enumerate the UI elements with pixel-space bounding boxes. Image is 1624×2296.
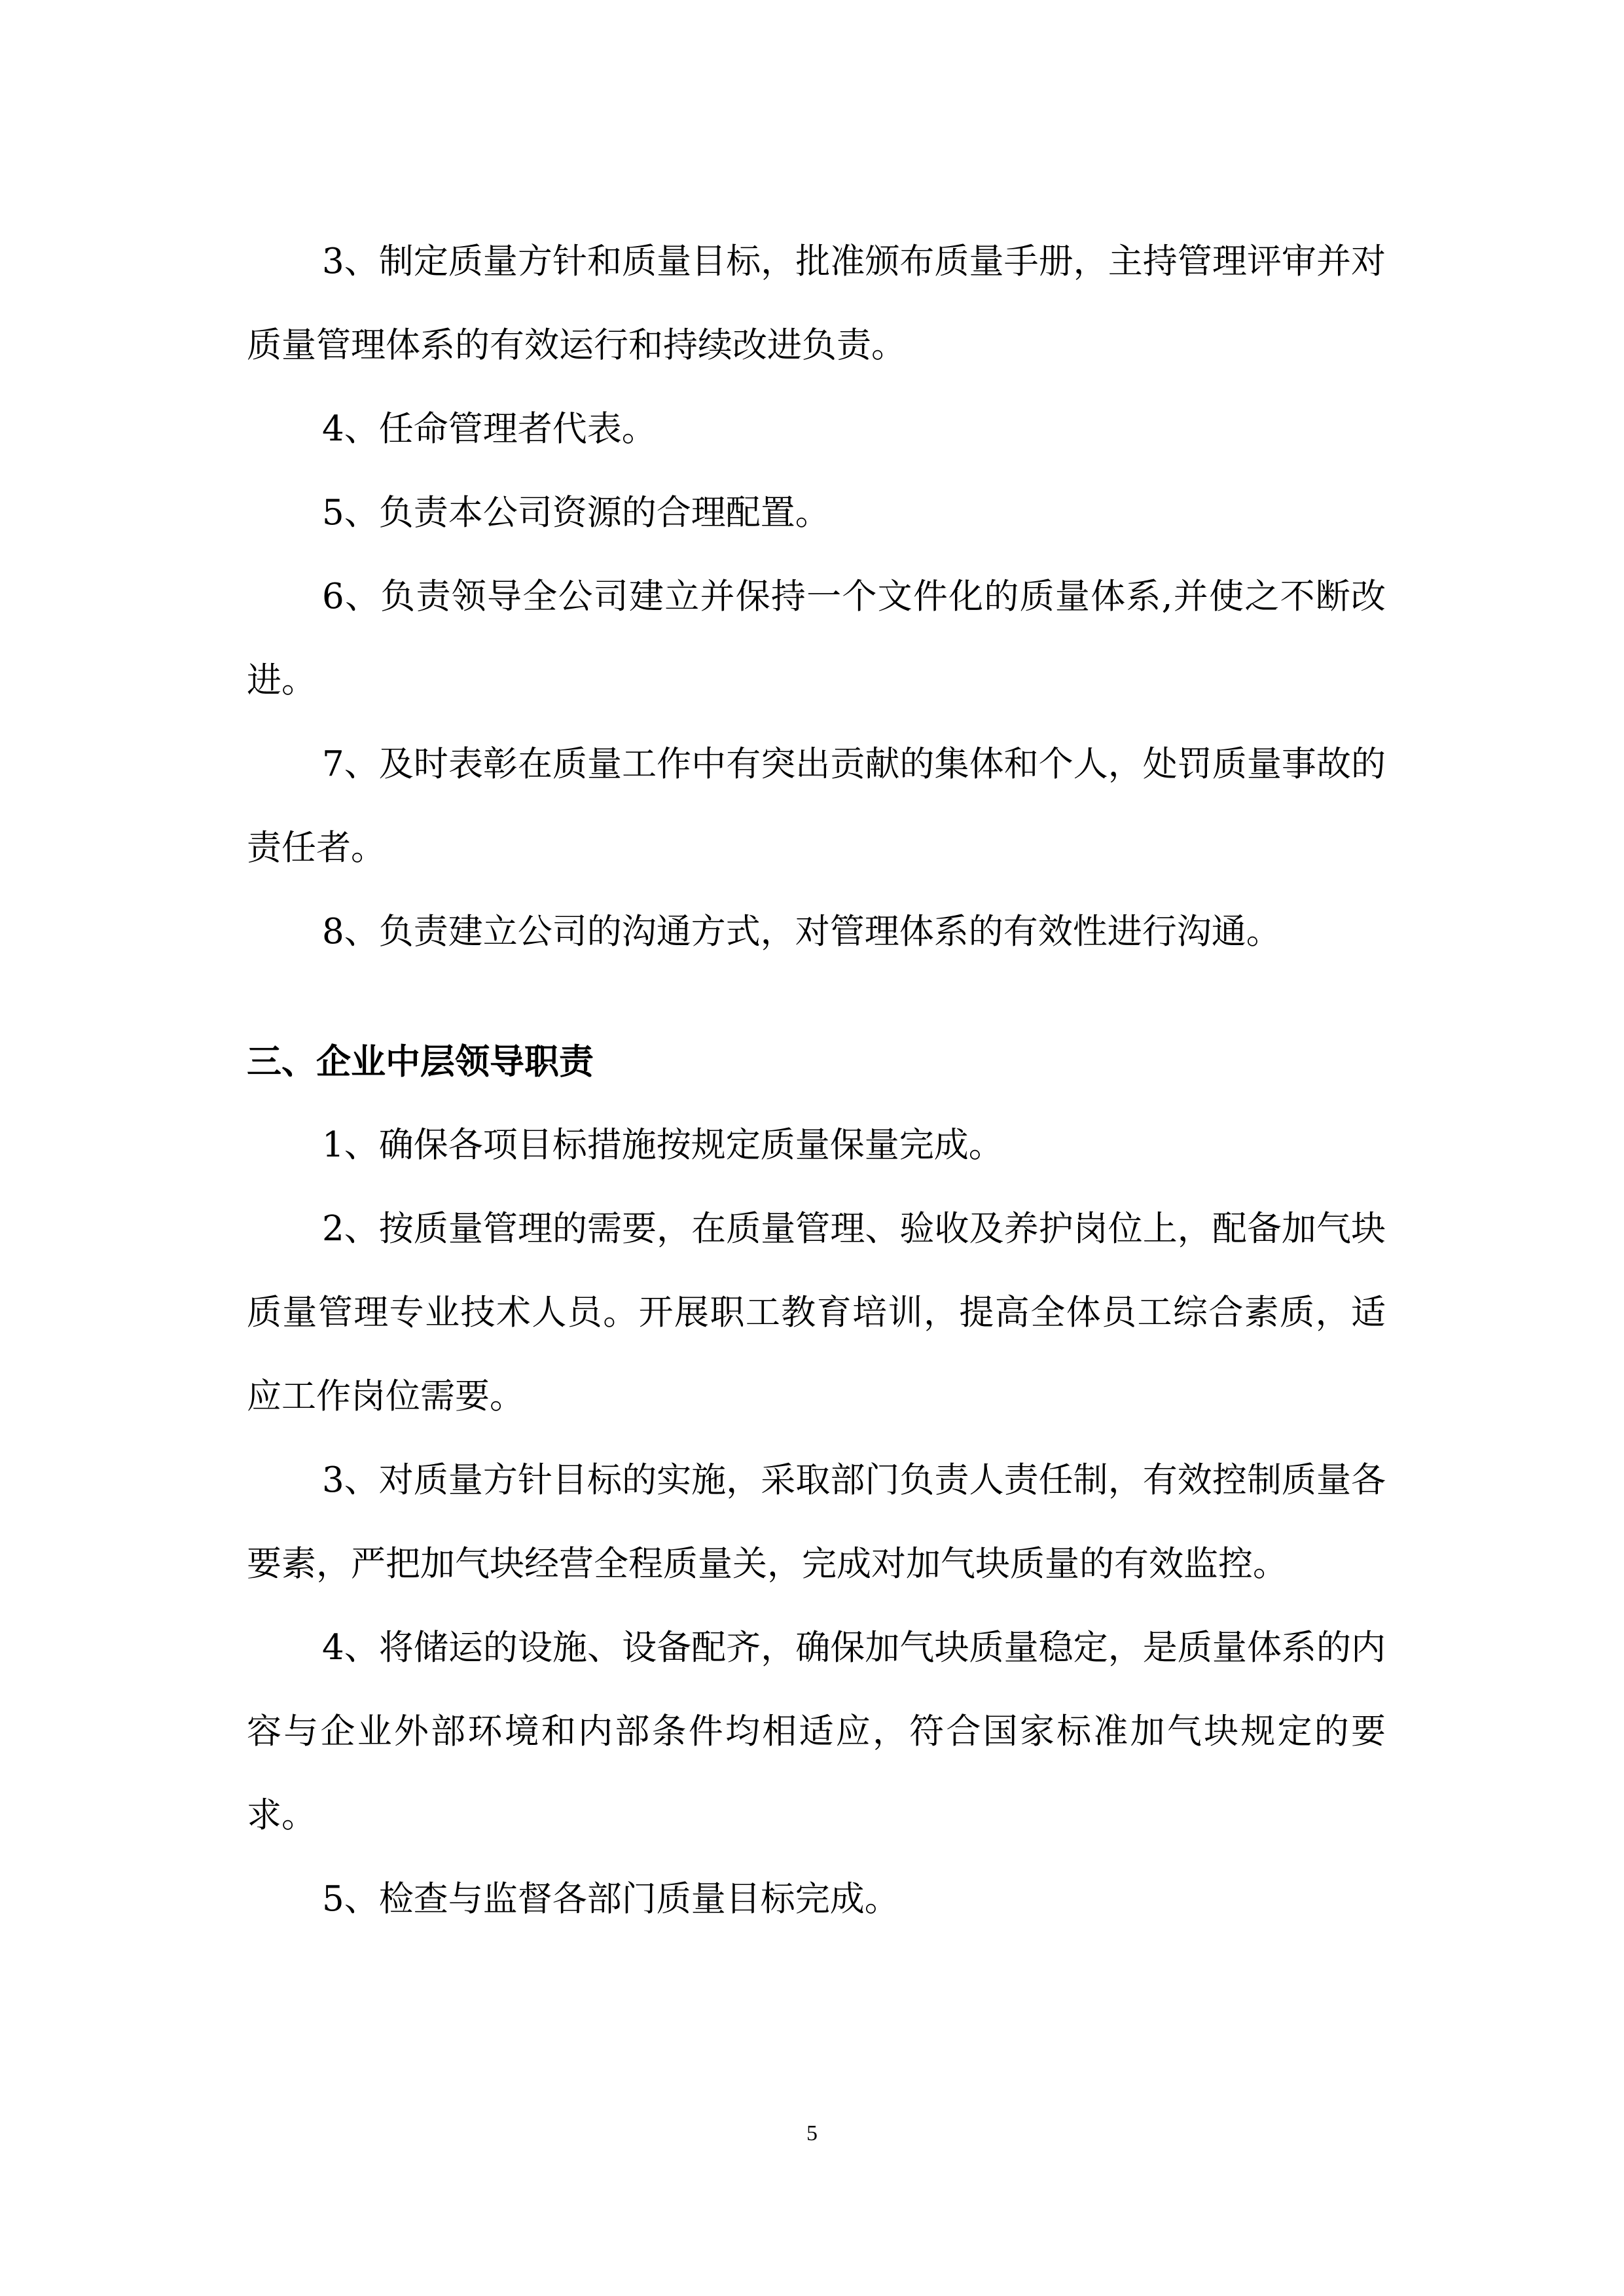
paragraph: 2、按质量管理的需要，在质量管理、验收及养护岗位上，配备加气块质量管理专业技术人员。开展职工教育培训，提高全体员工综合素质，适应工作岗位需要。 [247,1209,1386,1416]
paragraph: 3、制定质量方针和质量目标，批准颁布质量手册，主持管理评审并对质量管理体系的有效运行和持续改进负责。 [247,242,1386,365]
paragraph: 6、负责领导全公司建立并保持一个文件化的质量体系,并使之不断改进。 [247,577,1386,700]
paragraph: 8、负责建立公司的沟通方式，对管理体系的有效性进行沟通。 [322,912,1281,952]
paragraph: 4、任命管理者代表。 [322,409,657,449]
paragraph: 3、对质量方针目标的实施，采取部门负责人责任制，有效控制质量各要素，严把加气块经营全程质量关，完成对加气块质量的有效监控。 [247,1460,1386,1584]
paragraph: 5、负责本公司资源的合理配置。 [322,493,830,533]
document-body [247,220,1386,1941]
paragraph: 5、检查与监督各部门质量目标完成。 [322,1879,899,1919]
paragraph: 1、确保各项目标措施按规定质量保量完成。 [322,1125,1003,1165]
paragraph: 4、将储运的设施、设备配齐，确保加气块质量稳定，是质量体系的内容与企业外部环境和内部条件均相适应，符合国家标准加气块规定的要求。 [247,1628,1386,1835]
paragraph: 7、及时表彰在质量工作中有突出贡献的集体和个人，处罚质量事故的责任者。 [247,744,1386,868]
section-heading: 三、企业中层领导职责 [247,1041,594,1082]
page-number: 5 [806,2121,818,2145]
